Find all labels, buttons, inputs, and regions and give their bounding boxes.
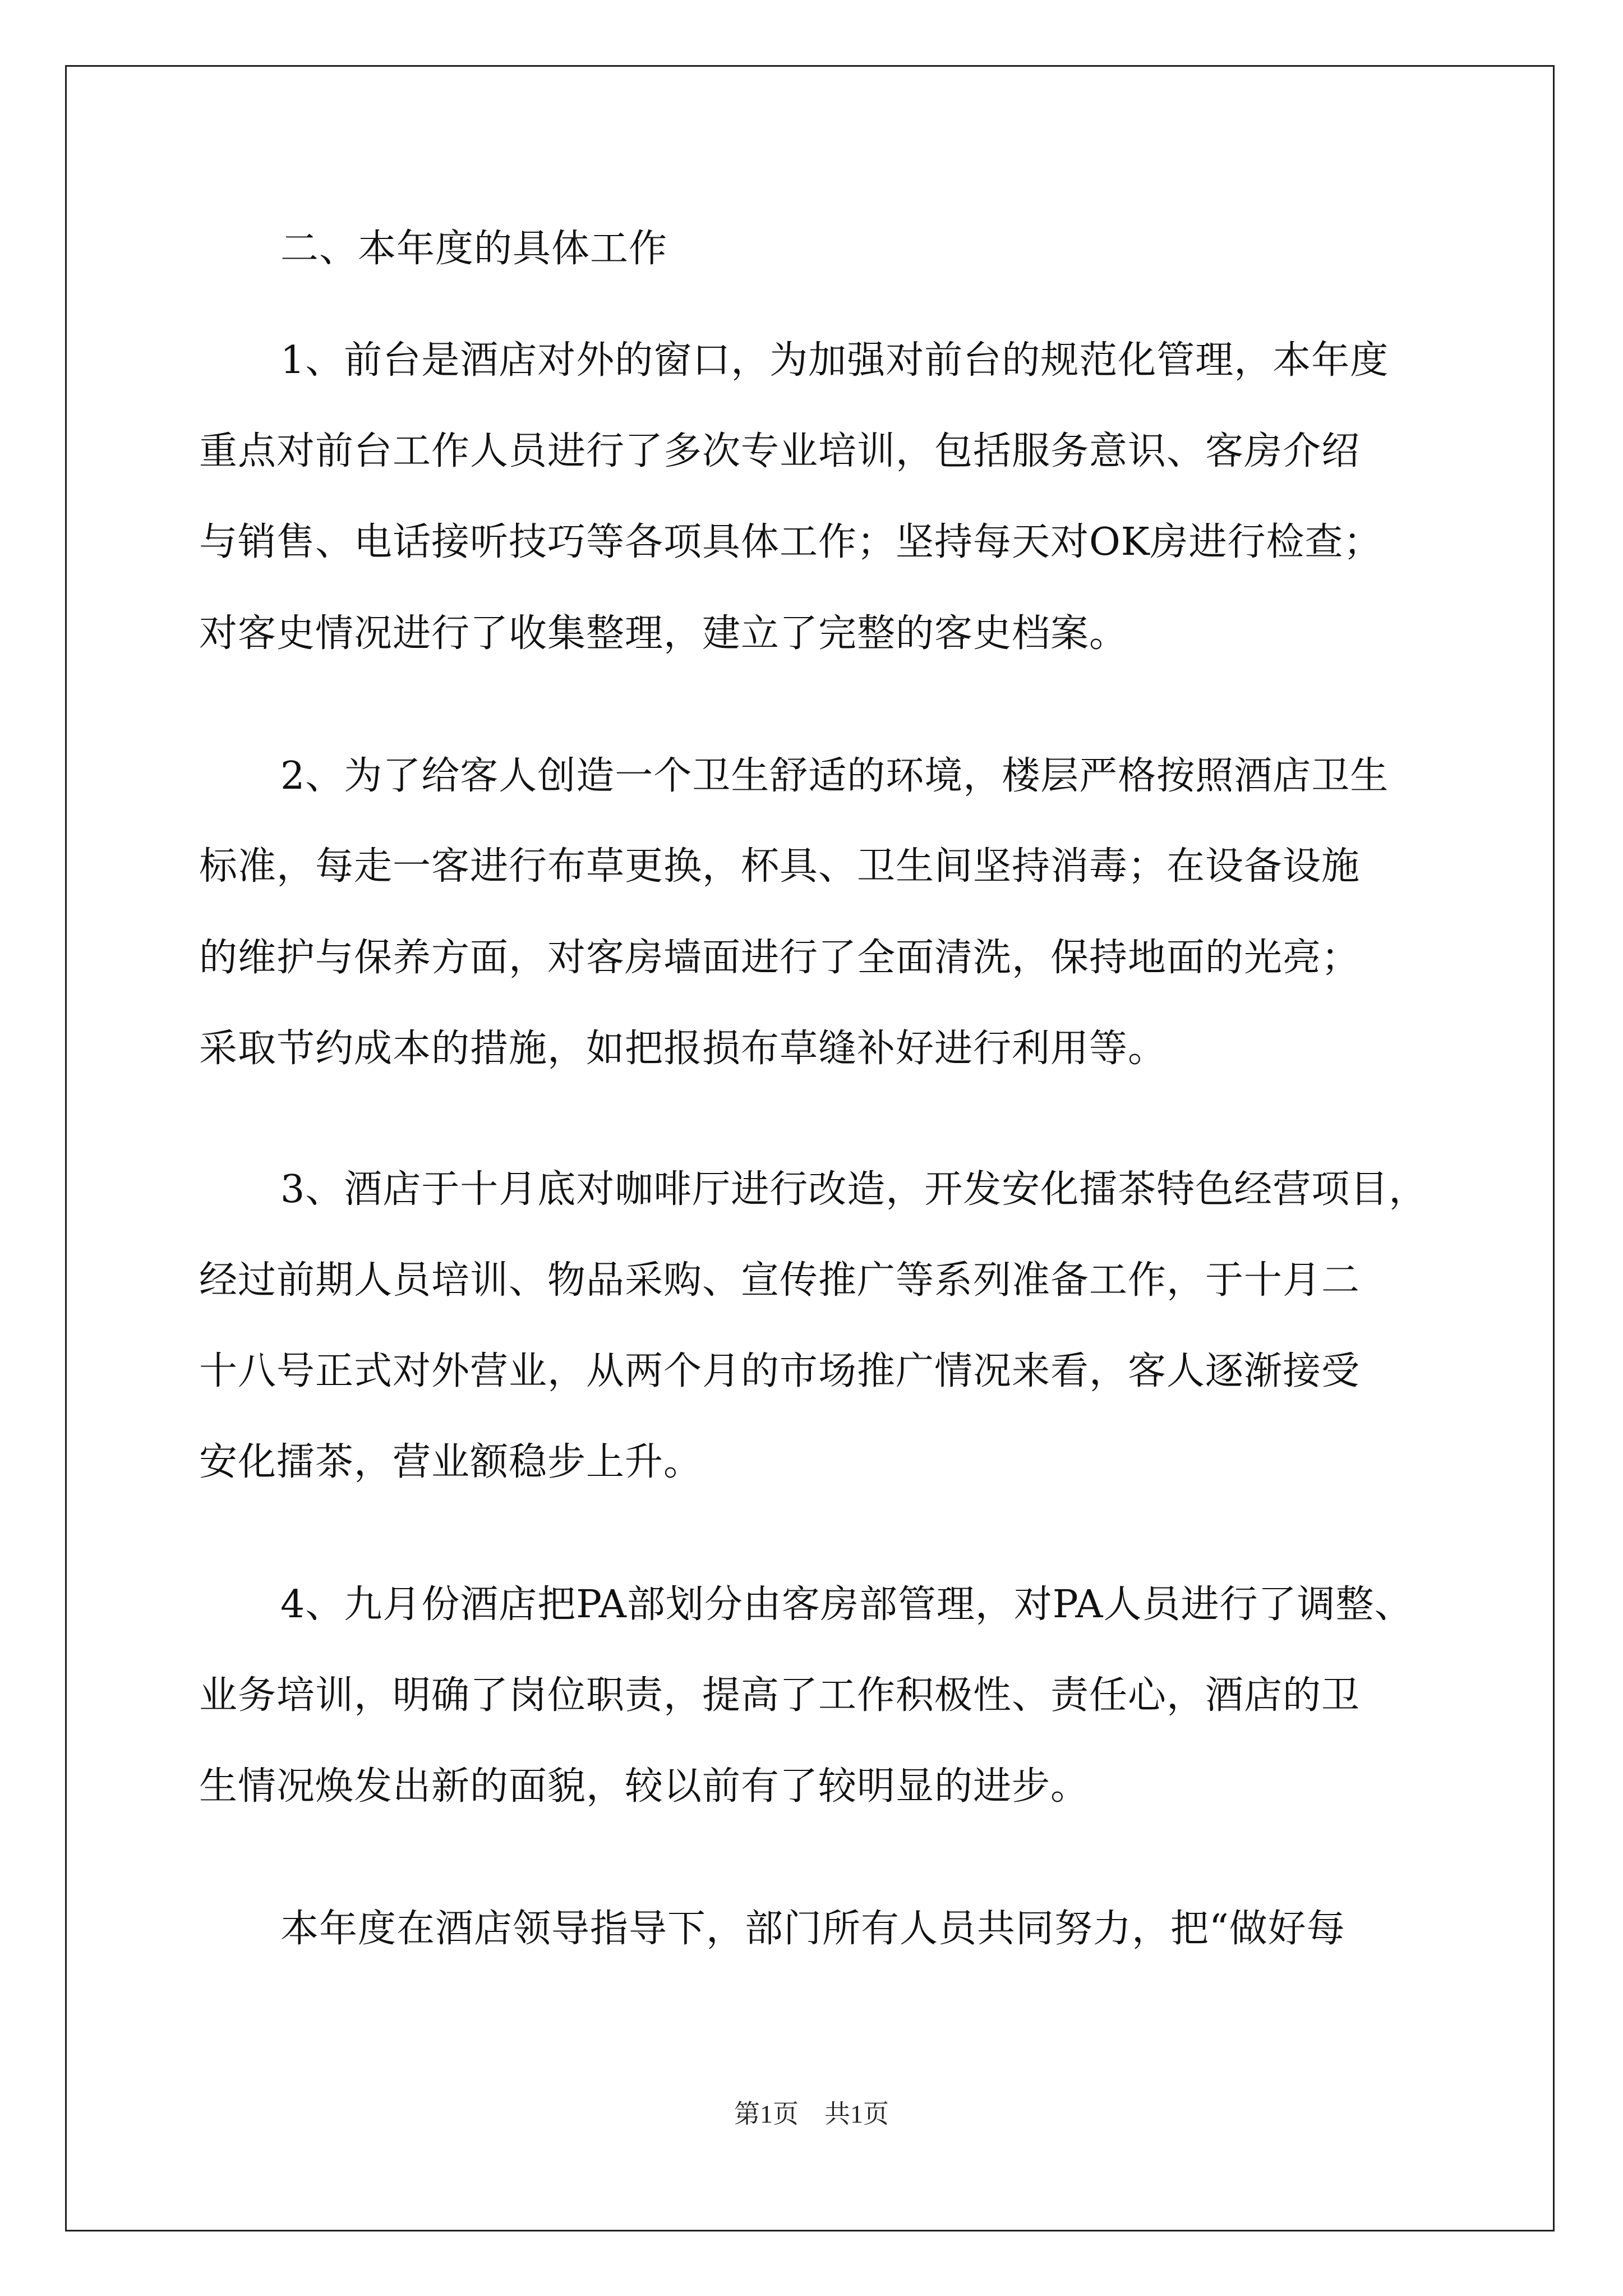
paragraph-2-line-3: 的维护与保养方面，对客房墙面进行了全面清洗，保持地面的光亮； (199, 936, 1361, 980)
paragraph-3-line-2: 经过前期人员培训、物品采购、宣传推广等系列准备工作，于十月二 (199, 1258, 1361, 1303)
paragraph-1-line-2: 重点对前台工作人员进行了多次专业培训，包括服务意识、客房介绍 (199, 429, 1361, 473)
paragraph-4-line-1: 4、九月份酒店把PA部划分由客房部管理，对PA人员进行了调整、 (280, 1582, 1413, 1627)
paragraph-2-line-2: 标准，每走一客进行布草更换，杯具、卫生间坚持消毒；在设备设施 (199, 844, 1361, 889)
paragraph-4-line-2: 业务培训，明确了岗位职责，提高了工作积极性、责任心，酒店的卫 (199, 1673, 1361, 1718)
paragraph-2-line-4: 采取节约成本的措施，如把报损布草缝补好进行利用等。 (199, 1027, 1167, 1071)
paragraph-2-line-1: 2、为了给客人创造一个卫生舒适的环境，楼层严格按照酒店卫生 (280, 754, 1389, 798)
paragraph-5-line-1: 本年度在酒店领导指导下，部门所有人员共同努力，把“做好每 (280, 1907, 1345, 1951)
paragraph-1-line-1: 1、前台是酒店对外的窗口，为加强对前台的规范化管理，本年度 (280, 338, 1389, 383)
paragraph-1-line-3: 与销售、电话接听技巧等各项具体工作；坚持每天对OK房进行检查； (199, 520, 1382, 564)
page-footer: 第1页 共1页 (734, 2100, 889, 2128)
paragraph-3-line-1: 3、酒店于十月底对咖啡厅进行改造，开发安化擂茶特色经营项目， (280, 1167, 1428, 1212)
paragraph-3-line-3: 十八号正式对外营业，从两个月的市场推广情况来看，客人逐渐接受 (199, 1349, 1361, 1393)
paragraph-1-line-4: 对客史情况进行了收集整理，建立了完整的客史档案。 (199, 611, 1128, 656)
paragraph-4-line-3: 生情况焕发出新的面貌，较以前有了较明显的进步。 (199, 1764, 1090, 1809)
section-heading: 二、本年度的具体工作 (280, 227, 668, 271)
paragraph-3-line-4: 安化擂茶，营业额稳步上升。 (199, 1440, 703, 1484)
